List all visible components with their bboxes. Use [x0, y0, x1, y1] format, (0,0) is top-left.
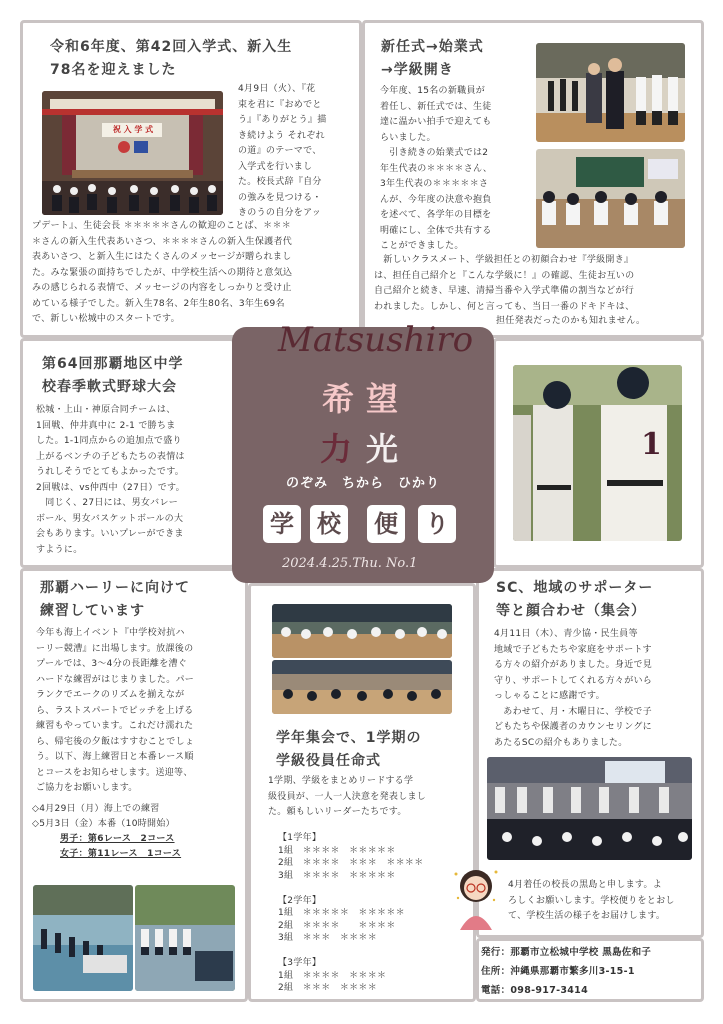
harii-schedule-1: ◇4月29日（月）海上での練習	[32, 804, 160, 814]
harii-title-line2: 練習しています	[40, 603, 145, 619]
masthead-word-3: 力	[320, 430, 353, 468]
baseball-photo	[513, 365, 682, 541]
harii-photo-1	[33, 885, 133, 991]
footer-publisher: 発行：那覇市立松城中学校 黒島佐和子	[481, 947, 652, 958]
masthead-box-char-4: り	[418, 505, 456, 543]
masthead-word-1: 希	[322, 380, 355, 418]
sc-text: 4月11日（木）、青少協・民生員等 地域で子どもたちや家庭をサポートす る方々の紹介がありました。身近で見 守り、サポートしてくれる方々がいら っしゃることに感謝です。 あわせて、月・木曜日に、学校で子 どもたちや保護者のカウンセリングに あたるSCの紹介もありました。	[494, 629, 653, 748]
assembly-photo-1	[272, 604, 452, 658]
assembly-officer-list: 【1学年】 1組 ＊＊＊＊ ＊＊＊＊＊ 2組 ＊＊＊＊ ＊＊＊ ＊＊＊＊ 3組 ＊＊＊＊ ＊＊＊＊＊ 【2学年】 1組 ＊＊＊＊＊ ＊＊＊＊＊ 2組 ＊＊＊＊ ＊＊＊＊ 3組 ＊＊＊ ＊＊＊＊ 【3学年】 1組 ＊＊＊＊ ＊＊＊＊ 2組 ＊＊＊ ＊＊＊＊	[278, 833, 424, 993]
harii-text: 今年も海上イベント『中学校対抗ハ ーリー競漕』に出場します。放課後の プールでは、3～4分の長距離を漕ぐ ハードな練習がはじまりました。パー ランクでエークのリズムを揃えなが ら、ラストスパートでピッチを上げる 練習もやっています。これだけ濡れた ら、帰宅後の夕飯はすすむことでしょ う。以下、海上練習日と本番レース順 とコースをお知らせします。送迎等、 ご協力をお願いします。	[36, 628, 195, 793]
masthead-panel	[232, 327, 494, 583]
assembly-photo-2	[272, 660, 452, 714]
newteachers-title-line1: 新任式→始業式	[381, 39, 484, 55]
ceremony-text-full: プデート』、生徒会長 ＊＊＊＊＊さんの歓迎のことば、＊＊＊ ＊さんの新入生代表あいさつ、＊＊＊＊さんの新入生保護者代 表あいさつ、と新入生にはたくさんのメッセージが贈られまし た。みな緊張の面持ちでしたが、中学校生活への期待と意気込 みの感じられる表情で、メッセージの内容をしっかりと受け止 めている様子でした。新入生78名、2年生80名、3年生69名 で、新しい松城中のスタートです。	[32, 221, 293, 324]
assembly-title-line1: 学年集会で、1学期の	[276, 730, 422, 746]
harii-boys-race: 男子：第6レース 2コース	[60, 834, 175, 844]
principal-avatar	[452, 864, 500, 930]
newteachers-title-line2: →学級開き	[381, 62, 454, 78]
ceremony-photo	[42, 91, 223, 215]
sc-title-line2: 等と顔合わせ（集会）	[496, 603, 646, 619]
ceremony-title-line1: 令和6年度、第42回入学式、新入生	[50, 39, 293, 55]
baseball-jersey-number: 1	[641, 427, 662, 462]
ceremony-photo-sign: 祝 入 学 式	[112, 125, 154, 134]
masthead-box-char-3: 便	[367, 505, 405, 543]
assembly-title-line2: 学級役員任命式	[276, 753, 381, 769]
masthead-word-4: 光	[366, 430, 399, 468]
ceremony-title-line2: 78名を迎えました	[50, 62, 177, 78]
ceremony-text-side: 4月9日（火）、『花 束を君に『おめでと う』『ありがとう』描 き続けよう それぞれ の道』のテーマで、 入学式を行いまし た。校長式辞『自分 の強みを見つける・ きのうの自分をアッ	[238, 84, 327, 218]
newteachers-photo-1	[536, 43, 685, 142]
masthead-reading: のぞみ ちから ひかり	[285, 476, 440, 491]
assembly-text: 1学期、学級をまとめリードする学 級役員が、一人一人決意を発表しまし た。頼もしいリーダーたちです。	[268, 776, 427, 817]
harii-schedule-2: ◇5月3日（金）本番（10時開始）	[32, 819, 175, 829]
masthead-box-char-1: 学	[263, 505, 301, 543]
baseball-title-line1: 第64回那覇地区中学	[42, 356, 184, 372]
footer-phone: 電話：098-917-3414	[481, 985, 588, 996]
newteachers-text-last: 担任発表だったのかも知れません。	[496, 316, 646, 326]
sc-title-line1: SC、地域のサポーター	[496, 580, 654, 596]
masthead-script-title: Matsushiro	[278, 320, 474, 360]
masthead-box-char-2: 校	[310, 505, 348, 543]
harii-photo-2	[135, 885, 235, 991]
harii-title-line1: 那覇ハーリーに向けて	[40, 580, 190, 596]
masthead-date-issue: 2024.4.25.Thu. No.1	[282, 556, 418, 571]
newteachers-text-full: 新しいクラスメート、学級担任との初顔合わせ『学級開き』 は、担任自己紹介と『こんな学級に！』の確認、生徒お互いの 自己紹介と続き、早速、清掃当番や入学式準備の割当などが行 われました。しかし、何と言っても、当日一番のドキドキは、	[374, 255, 635, 312]
principal-message: 4月着任の校長の黒島と申します。よ ろしくお願いします。学校便りをとおし て、学校生活の様子をお届けします。	[508, 880, 675, 921]
newteachers-text-side: 今年度、15名の新職員が 着任し、新任式では、生徒 達に温かい拍手で迎えても らいました。 引き続きの始業式では2 年生代表の＊＊＊＊さん、 3年生代表の＊＊＊＊＊さ んが、今年度の決意や抱負 を述べて、各学年の目標を 明確にし、全体で共有する ことができました。	[380, 86, 493, 251]
sc-photo	[487, 757, 692, 860]
newteachers-photo-2	[536, 149, 685, 248]
harii-girls-race: 女子：第11レース 1コース	[60, 849, 182, 859]
baseball-text: 松城・上山・神原合同チームは、 1回戦、仲井真中に 2-1 で勝ちま した。1-1同点からの追加点で盛り 上がるベンチの子どもたちの表情は うれしそうでとてもよかったです。 2回戦は、vs仲西中（27日）です。 同じく、27日には、男女バレー ボール、男女バスケットボールの大 会もあります。いいプレーができま すように。	[36, 405, 185, 555]
masthead-word-2: 望	[366, 380, 399, 418]
footer-address: 住所：沖縄県那覇市繁多川3-15-1	[481, 966, 635, 977]
baseball-title-line2: 校春季軟式野球大会	[42, 379, 177, 395]
